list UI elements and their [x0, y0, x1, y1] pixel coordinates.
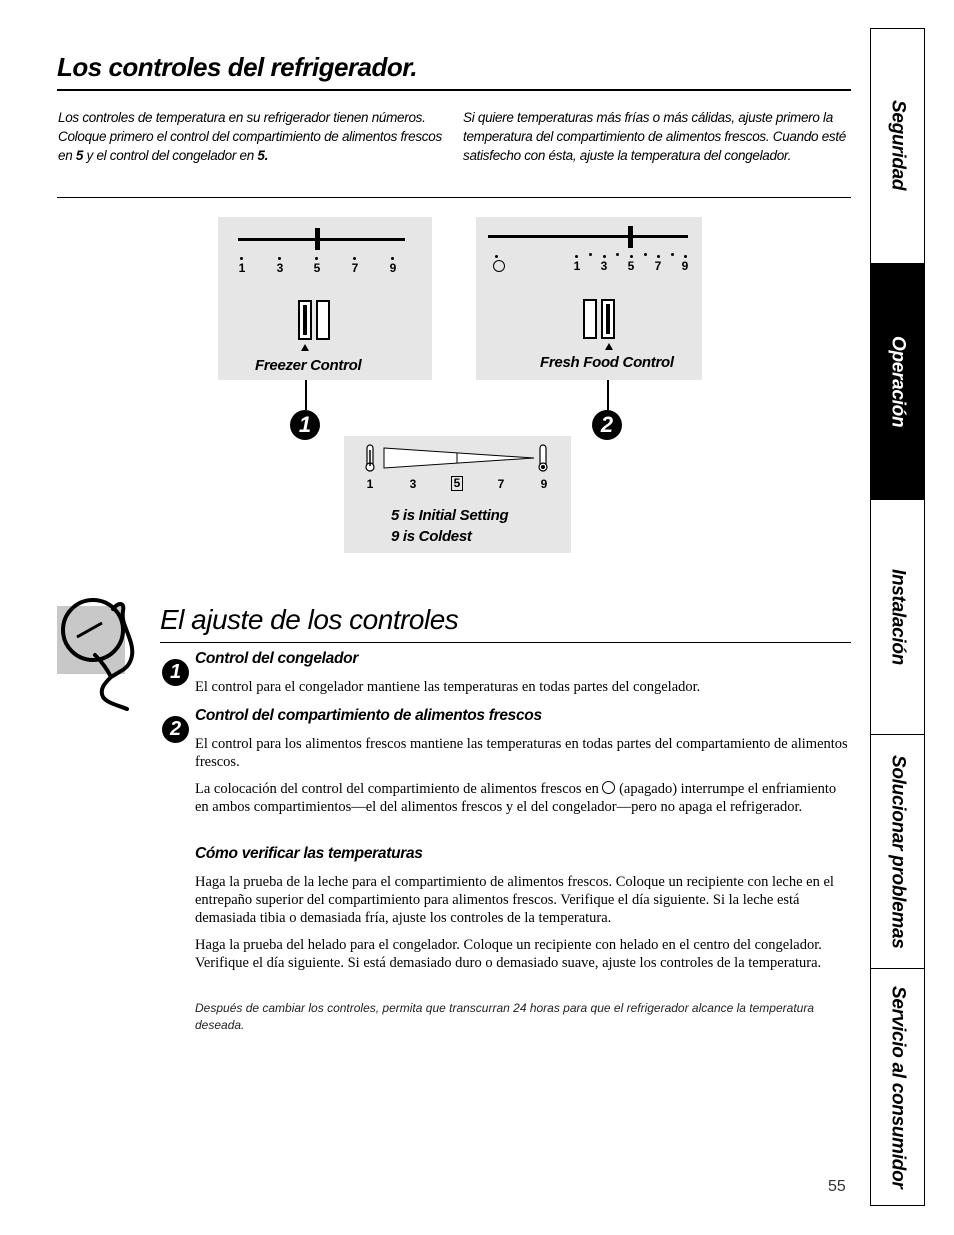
tab-label: Servicio al consumidor [887, 985, 909, 1189]
fresh-tick-label: 9 [681, 259, 689, 273]
milk-test-text: Haga la prueba de la leche para el compartimiento de alimentos frescos. Coloque un recipiente con leche en el entrepaño superior del compartimiento para alimentos frescos. Verifique el día siguiente. Si la leche está demasiada tibia o demasiada fría, ajuste los controles de la temperatura. [195, 874, 834, 926]
tab-solucionar-problemas[interactable] [870, 735, 925, 968]
scale-tick-label: 1 [366, 477, 374, 491]
fresh-tick-label: 7 [654, 259, 662, 273]
fresh-tick-label: 3 [600, 259, 608, 273]
tick-dot [603, 255, 606, 258]
fresh-slider-track [488, 235, 688, 238]
intro-right-paragraph: Si quiere temperaturas más frías o más cálidas, ajuste primero la temperatura del compartimiento de alimentos frescos. Cuando esté satisfecho con ésta, ajuste la temperatura del congelador. [463, 110, 847, 163]
adjustment-note: Después de cambiar los controles, permita que transcurran 24 horas para que el refrigerador alcance la temperatura deseada. [195, 1001, 814, 1032]
freezer-tick-label: 7 [351, 261, 359, 275]
intro-left-text: Los controles de temperatura en su refrigerador tienen números. Coloque primero el control del compartimiento de alimentos frescos en [58, 110, 442, 163]
ice-cream-test-text: Haga la prueba del helado para el congelador. Coloque un recipiente con helado en el centro del congelador. Verifique el día siguiente. Si está demasiado duro o demasiado suave, ajuste los controles de la temperatura. [195, 937, 822, 971]
tab-label: Seguridad [887, 100, 909, 191]
tick-dot [278, 257, 281, 260]
tab-label: Operación [887, 335, 909, 428]
section-divider [160, 642, 851, 643]
tick-dot [315, 257, 318, 260]
off-text-start: La colocación del control del compartimiento de alimentos frescos en [195, 781, 603, 797]
freezer-control-panel [218, 217, 432, 380]
fresh-food-control-text: El control para los alimentos frescos mantiene las temperaturas en todas partes del compartamiento de alimentos frescos. [195, 736, 848, 770]
tab-seguridad[interactable] [870, 28, 925, 263]
freezer-indicator-slot-left [298, 300, 312, 340]
fresh-food-off-text [195, 780, 850, 816]
freezer-tick-label: 5 [313, 261, 321, 275]
freezer-control-label: Freezer Control [255, 357, 362, 374]
off-circle-icon [602, 781, 615, 794]
callout-1: 1 [290, 410, 320, 440]
callout-2: 2 [592, 410, 622, 440]
fresh-food-control-heading: Control del compartimiento de alimentos frescos [195, 707, 542, 724]
tick-dot [644, 253, 647, 256]
tab-servicio-al-consumidor[interactable] [870, 969, 925, 1205]
fresh-indicator-slot-left [583, 299, 597, 339]
fresh-tick-label: 5 [627, 259, 635, 273]
tick-dot [240, 257, 243, 260]
up-arrow-icon [605, 343, 613, 350]
temperature-scale-panel [344, 436, 571, 553]
freezer-control-heading: Control del congelador [195, 650, 359, 667]
scale-tick-label-selected: 5 [451, 476, 463, 491]
fresh-food-control-label: Fresh Food Control [540, 354, 674, 371]
freezer-indicator-slot-right [316, 300, 330, 340]
section-title: El ajuste de los controles [160, 604, 459, 635]
hand-turning-dial-icon [55, 585, 145, 715]
item-2-callout: 2 [162, 716, 189, 743]
page-title: Los controles del refrigerador. [57, 52, 418, 82]
freezer-tick-label: 1 [238, 261, 246, 275]
intro-divider [57, 197, 851, 198]
item-1-callout: 1 [162, 659, 189, 686]
scale-tick-label: 3 [409, 477, 417, 491]
freezer-slider-track [238, 238, 405, 241]
intro-setting-freezer: 5 [257, 148, 265, 163]
intro-setting-fresh: 5 [75, 148, 84, 163]
tab-instalacion[interactable] [870, 500, 925, 734]
scale-tick-label: 7 [497, 477, 505, 491]
title-divider [57, 89, 851, 91]
up-arrow-icon [301, 344, 309, 351]
tick-dot [391, 257, 394, 260]
freezer-tick-label: 9 [389, 261, 397, 275]
fresh-indicator-slot-right [601, 299, 615, 339]
tick-dot [671, 253, 674, 256]
tick-dot [589, 253, 592, 256]
scale-tick-label: 9 [540, 477, 548, 491]
scale-coldest-text: 9 is Coldest [391, 528, 472, 545]
callout-line [305, 380, 307, 410]
tick-dot [495, 255, 498, 258]
freezer-control-text: El control para el congelador mantiene las temperaturas en todas partes del congelador. [195, 679, 701, 695]
freezer-slider-knob [315, 228, 320, 250]
callout-line [607, 380, 609, 410]
fresh-slider-knob [628, 226, 633, 248]
tick-dot [657, 255, 660, 258]
freezer-tick-label: 3 [276, 261, 284, 275]
tick-dot [684, 255, 687, 258]
off-circle-icon [493, 260, 505, 272]
fresh-food-control-panel [476, 217, 702, 380]
verify-temperatures-heading: Cómo verificar las temperaturas [195, 845, 423, 862]
tick-dot [575, 255, 578, 258]
scale-initial-setting-text: 5 is Initial Setting [391, 507, 509, 524]
tick-dot [616, 253, 619, 256]
intro-left-text-end: . [264, 148, 269, 163]
off-text-end: (apagado) interrumpe el enfriamiento en ambos compartimientos—el del alimentos frescos y el del congelador—pero no apaga el refrigerador. [195, 781, 837, 815]
tab-operacion[interactable] [870, 263, 925, 500]
tick-dot [353, 257, 356, 260]
scale-wedge [384, 448, 534, 468]
intro-left-paragraph [58, 108, 450, 165]
page-number: 55 [828, 1178, 846, 1195]
tab-label: Instalación [887, 569, 909, 665]
fresh-tick-label: 1 [573, 259, 581, 273]
tick-dot [630, 255, 633, 258]
intro-left-text-mid: y el control del congelador en [83, 148, 258, 163]
tab-label: Solucionar problemas [887, 754, 909, 949]
